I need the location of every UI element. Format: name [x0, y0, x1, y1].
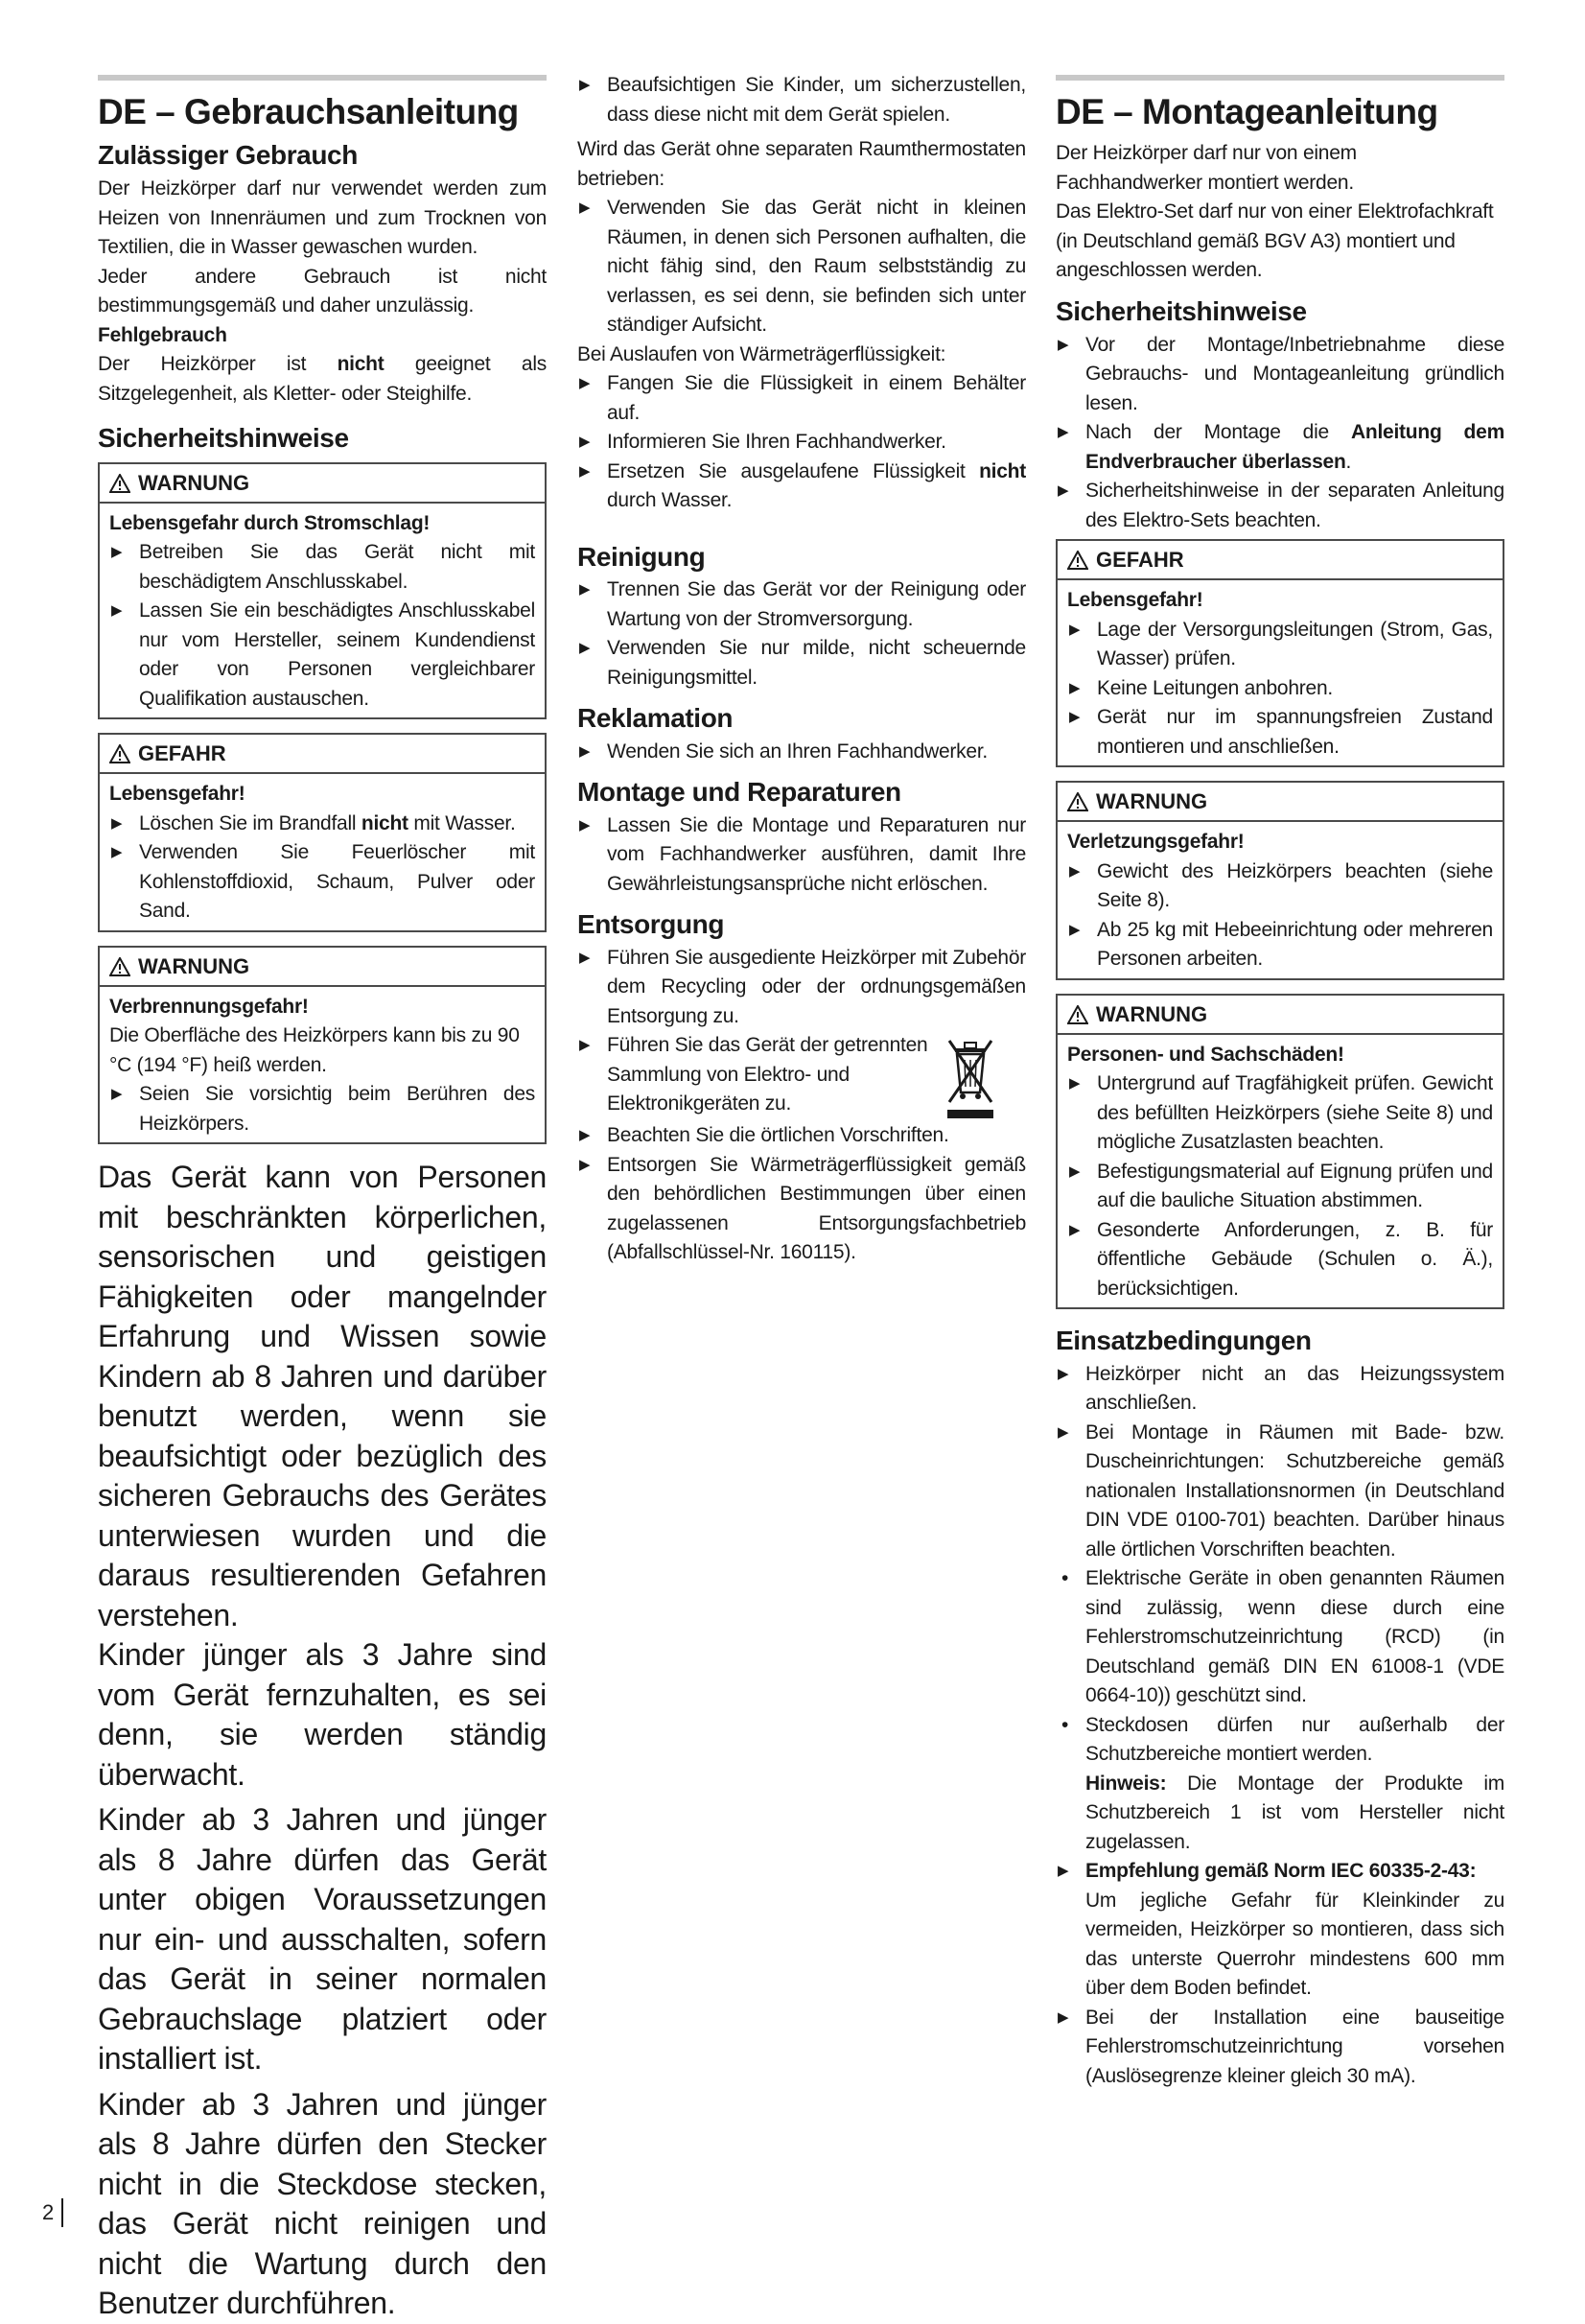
arrow-bullet-icon: ▶ [111, 602, 123, 620]
list-item: • Steckdosen dürfen nur außerhalb der Schutzbereiche montiert werden. Hinweis: Die Montage der Produkte im Schutzbereich 1 ist vom Hersteller nicht zugelassen. [1056, 1711, 1504, 1858]
warning-triangle-icon [109, 957, 130, 976]
list-item: ▶ Keine Leitungen anbohren. [1067, 674, 1493, 704]
list-item: ▶ Informieren Sie Ihren Fachhandwerker. [577, 428, 1026, 458]
list-item: ▶ Gerät nur im spannungsfreien Zustand montieren und anschließen. [1067, 703, 1493, 762]
complaint-heading: Reklamation [577, 703, 734, 734]
warning-triangle-icon [1067, 1005, 1088, 1024]
warning-box-electric [98, 462, 547, 720]
arrow-bullet-icon: ▶ [579, 77, 591, 93]
arrow-bullet-icon: ▶ [579, 640, 591, 657]
list-item: ▶ Löschen Sie im Brandfall nicht mit Wasser. [109, 810, 535, 839]
assembly-safety-heading: Sicherheitshinweise [1056, 295, 1307, 326]
warning-title: Personen- und Sachschäden! [1067, 1043, 1344, 1066]
warning-triangle-icon [109, 474, 130, 493]
list-item: ▶ Befestigungsmaterial auf Eignung prüfen und auf die bauliche Situation abstimmen. [1067, 1158, 1493, 1216]
arrow-bullet-icon: ▶ [1058, 1423, 1069, 1441]
list-item: ▶ Nach der Montage die Anleitung dem Endverbraucher überlassen. [1056, 418, 1504, 477]
right-column [1056, 75, 1504, 2091]
other-use-text: Jeder andere Gebrauch ist nicht bestimmungsgemäß und daher unzulässig. [98, 265, 547, 317]
arrow-bullet-icon: ▶ [1058, 424, 1069, 441]
arrow-bullet-icon: ▶ [579, 742, 591, 760]
arrow-bullet-icon: ▶ [579, 1127, 591, 1144]
arrow-bullet-icon: ▶ [1069, 1221, 1081, 1238]
danger-title: Lebensgefahr! [1067, 589, 1203, 612]
page-number: 2 [42, 2200, 55, 2224]
arrow-bullet-icon: ▶ [1069, 621, 1081, 638]
list-item: ▶ Führen Sie ausgediente Heizkörper mit Zubehör dem Recycling oder der ordnungsgemäßen Entsorgung zu. [577, 944, 1026, 1032]
list-item: ▶ Ersetzen Sie ausgelaufene Flüssigkeit nicht durch Wasser. [577, 458, 1026, 516]
list-item: ▶ Verwenden Sie nur milde, nicht scheuernde Reinigungsmittel. [577, 634, 1026, 693]
warning-box-burn [98, 946, 547, 1145]
dot-bullet-icon: • [1061, 1567, 1069, 1590]
arrow-bullet-icon: ▶ [1069, 709, 1081, 726]
left-column [98, 75, 547, 2324]
warning-label: WARNUNG [138, 953, 250, 978]
thermostat-text: Wird das Gerät ohne separaten Raumthermostaten betrieben: [577, 138, 1026, 190]
warning-box-injury [1056, 781, 1504, 980]
list-item: ▶ Seien Sie vorsichtig beim Berühren des Heizkörpers. [109, 1080, 535, 1139]
arrow-bullet-icon: ▶ [1058, 2008, 1069, 2026]
warning-box-damage [1056, 994, 1504, 1310]
warning-triangle-icon [1067, 551, 1088, 570]
fitter-text: Der Heizkörper darf nur von einem Fachhandwerker montiert werden. [1056, 142, 1357, 194]
list-item: ▶ Verwenden Sie das Gerät nicht in kleinen Räumen, in denen sich Personen aufhalten, die nicht fähig sind, den Raum selbstständig zu verlassen, es sei denn, sie befinden sich unter ständiger Aufsicht. [577, 194, 1026, 340]
page-footer [42, 2198, 63, 2227]
electric-set-text: Das Elektro-Set darf nur von einer Elektrofachkraft (in Deutschland gemäß BGV A3) montiert und angeschlossen werden. [1056, 200, 1494, 282]
conditions-heading: Einsatzbedingungen [1056, 1326, 1312, 1356]
list-item: ▶ Gesonderte Anforderungen, z. B. für öffentliche Gebäude (Schulen o. Ä.), berücksichtigen. [1067, 1216, 1493, 1304]
list-item: ▶ Bei Montage in Räumen mit Bade- bzw. Duscheinrichtungen: Schutzbereiche gemäß nationalen Installationsnormen (in Deutschland DIN VDE 0100-701) beachten. Darüber hinaus alle örtlichen Vorschriften beachten. [1056, 1419, 1504, 1565]
dot-bullet-icon: • [1061, 1713, 1069, 1736]
arrow-bullet-icon: ▶ [111, 544, 123, 561]
permitted-use-text: Der Heizkörper darf nur verwendet werden zum Heizen von Innenräumen und zum Trocknen von Textilien, die in Wasser gewaschen wurden. [98, 177, 547, 259]
list-item: ▶ Trennen Sie das Gerät vor der Reinigung oder Wartung von der Stromversorgung. [577, 575, 1026, 634]
list-item: ▶ Untergrund auf Tragfähigkeit prüfen. Gewicht des befüllten Heizkörpers (siehe Seite 8) und mögliche Zusatzlasten beachten. [1067, 1069, 1493, 1158]
list-item: • Elektrische Geräte in oben genannten Räumen sind zulässig, wenn diese durch eine Fehlerstromschutzeinrichtung (RCD) (in Deutschland gemäß DIN EN 61008-1 (VDE 0664-10)) geschützt sind. [1056, 1564, 1504, 1711]
warning-triangle-icon [1067, 792, 1088, 811]
permitted-use-heading: Zulässiger Gebrauch [98, 140, 358, 171]
list-item: ▶ Heizkörper nicht an das Heizungssystem anschließen. [1056, 1360, 1504, 1419]
list-item: ▶ Führen Sie das Gerät der getrennten Sammlung von Elektro- und Elektronikgeräten zu. [577, 1031, 932, 1119]
danger-box-fire [98, 733, 547, 932]
assembly-title: DE – Montageanleitung [1056, 92, 1438, 131]
arrow-bullet-icon: ▶ [1058, 1365, 1069, 1382]
arrow-bullet-icon: ▶ [111, 814, 123, 832]
children-switch-paragraph: Kinder ab 3 Jahren und jünger als 8 Jahre dürfen das Gerät unter obigen Voraussetzungen nur ein- und ausschalten, sofern das Gerät in seiner normalen Gebrauchslage platziert oder installiert ist. [98, 1802, 547, 2077]
crossed-out-bin-icon [942, 1035, 999, 1121]
warning-title: Verletzungsgefahr! [1067, 831, 1245, 854]
danger-title: Lebensgefahr! [109, 783, 245, 806]
children-under-3-paragraph: Kinder jünger als 3 Jahre sind vom Gerät fernzuhalten, es sei denn, sie werden ständig überwacht. [98, 1637, 547, 1792]
list-item: ▶ Entsorgen Sie Wärmeträgerflüssigkeit gemäß den behördlichen Bestimmungen über einen zugelassenen Entsorgungsfachbetrieb (Abfallschlüssel-Nr. 160115). [577, 1151, 1026, 1268]
usage-title: DE – Gebrauchsanleitung [98, 92, 519, 131]
arrow-bullet-icon: ▶ [1058, 1863, 1069, 1880]
list-item: ▶ Wenden Sie sich an Ihren Fachhandwerker. [577, 738, 1026, 767]
safety-heading: Sicherheitshinweise [98, 423, 349, 454]
list-item: ▶ Ab 25 kg mit Hebeeinrichtung oder mehreren Personen arbeiten. [1067, 916, 1493, 974]
arrow-bullet-icon: ▶ [111, 1086, 123, 1103]
cleaning-heading: Reinigung [577, 541, 706, 572]
arrow-bullet-icon: ▶ [579, 462, 591, 480]
list-item: ▶ Empfehlung gemäß Norm IEC 60335-2-43: Um jegliche Gefahr für Kleinkinder zu vermeiden, Heizkörper so montieren, dass sich das unterste Querrohr mindestens 600 mm über dem Boden befindet. [1056, 1857, 1504, 2004]
list-item: ▶ Lassen Sie die Montage und Reparaturen nur vom Fachhandwerker ausführen, damit Ihre Gewährleistungsansprüche nicht erlöschen. [577, 811, 1026, 900]
arrow-bullet-icon: ▶ [1069, 679, 1081, 696]
warning-text: Die Oberfläche des Heizkörpers kann bis zu 90 °C (194 °F) heiß werden. [109, 1024, 520, 1076]
warning-title: Verbrennungsgefahr! [109, 995, 309, 1018]
arrow-bullet-icon: ▶ [579, 816, 591, 833]
arrow-bullet-icon: ▶ [579, 375, 591, 391]
list-item: ▶ Gewicht des Heizkörpers beachten (siehe Seite 8). [1067, 857, 1493, 916]
warning-label: WARNUNG [1096, 789, 1208, 814]
children-plug-paragraph: Kinder ab 3 Jahren und jünger als 8 Jahre dürfen den Stecker nicht in die Steckdose stecken, das Gerät nicht reinigen und nicht die Wartung durch den Benutzer durchführen. [98, 2086, 547, 2321]
list-item: ▶ Betreiben Sie das Gerät nicht mit beschädigtem Anschlusskabel. [109, 538, 535, 597]
list-item: ▶ Lage der Versorgungsleitungen (Strom, Gas, Wasser) prüfen. [1067, 616, 1493, 674]
list-item: ▶ Verwenden Sie Feuerlöscher mit Kohlenstoffdioxid, Schaum, Pulver oder Sand. [109, 838, 535, 927]
misuse-text: Der Heizkörper ist nicht geeignet als Sitzgelegenheit, als Kletter- oder Steighilfe. [98, 353, 547, 405]
footer-divider [61, 2198, 63, 2227]
column-rule [98, 75, 547, 81]
warning-label: WARNUNG [1096, 1001, 1208, 1026]
arrow-bullet-icon: ▶ [579, 1156, 591, 1173]
arrow-bullet-icon: ▶ [579, 1037, 591, 1054]
list-item: ▶ Fangen Sie die Flüssigkeit in einem Behälter auf. [577, 369, 1026, 428]
leak-text: Bei Auslaufen von Wärmeträgerflüssigkeit: [577, 342, 946, 365]
list-item: ▶ Beachten Sie die örtlichen Vorschriften. [577, 1121, 1026, 1151]
repair-heading: Montage und Reparaturen [577, 777, 901, 808]
arrow-bullet-icon: ▶ [1069, 921, 1081, 938]
column-rule [1056, 75, 1504, 81]
danger-box-lines [1056, 539, 1504, 767]
arrow-bullet-icon: ▶ [111, 844, 123, 861]
misuse-heading: Fehlgebrauch [98, 323, 227, 346]
danger-label: GEFAHR [138, 741, 226, 766]
middle-column [577, 71, 1026, 1268]
arrow-bullet-icon: ▶ [579, 200, 591, 216]
warning-title: Lebensgefahr durch Stromschlag! [109, 511, 431, 534]
warning-triangle-icon [109, 744, 130, 763]
arrow-bullet-icon: ▶ [579, 949, 591, 966]
persons-paragraph: Das Gerät kann von Personen mit beschränkten körperlichen, sensorischen und geistigen Fähigkeiten oder mangelnder Erfahrung und Wissen sowie Kindern ab 8 Jahren und darüber benutzt werden, wenn sie beaufsichtigt oder bezüglich des sicheren Gebrauchs des Gerätes unterwiesen wurden und die daraus resultierenden Gefahren verstehen. [98, 1160, 547, 1632]
arrow-bullet-icon: ▶ [1069, 1162, 1081, 1180]
arrow-bullet-icon: ▶ [1069, 862, 1081, 880]
arrow-bullet-icon: ▶ [579, 434, 591, 450]
arrow-bullet-icon: ▶ [579, 581, 591, 599]
danger-label: GEFAHR [1096, 548, 1184, 573]
list-item: ▶ Bei der Installation eine bauseitige Fehlerstromschutzeinrichtung vorsehen (Auslösegrenze kleiner gleich 30 mA). [1056, 2004, 1504, 2092]
disposal-heading: Entsorgung [577, 909, 725, 940]
list-item: ▶ Sicherheitshinweise in der separaten Anleitung des Elektro-Sets beachten. [1056, 477, 1504, 535]
arrow-bullet-icon: ▶ [1069, 1075, 1081, 1092]
list-item: ▶ Lassen Sie ein beschädigtes Anschlusskabel nur vom Hersteller, seinem Kundendienst oder von Personen vergleichbarer Qualifikation austauschen. [109, 597, 535, 714]
arrow-bullet-icon: ▶ [1058, 482, 1069, 500]
warning-label: WARNUNG [138, 470, 250, 495]
list-item: ▶ Vor der Montage/Inbetriebnahme diese Gebrauchs- und Montageanleitung gründlich lesen. [1056, 331, 1504, 419]
list-item: ▶ Beaufsichtigen Sie Kinder, um sicherzustellen, dass diese nicht mit dem Gerät spielen. [577, 71, 1026, 129]
arrow-bullet-icon: ▶ [1058, 336, 1069, 353]
